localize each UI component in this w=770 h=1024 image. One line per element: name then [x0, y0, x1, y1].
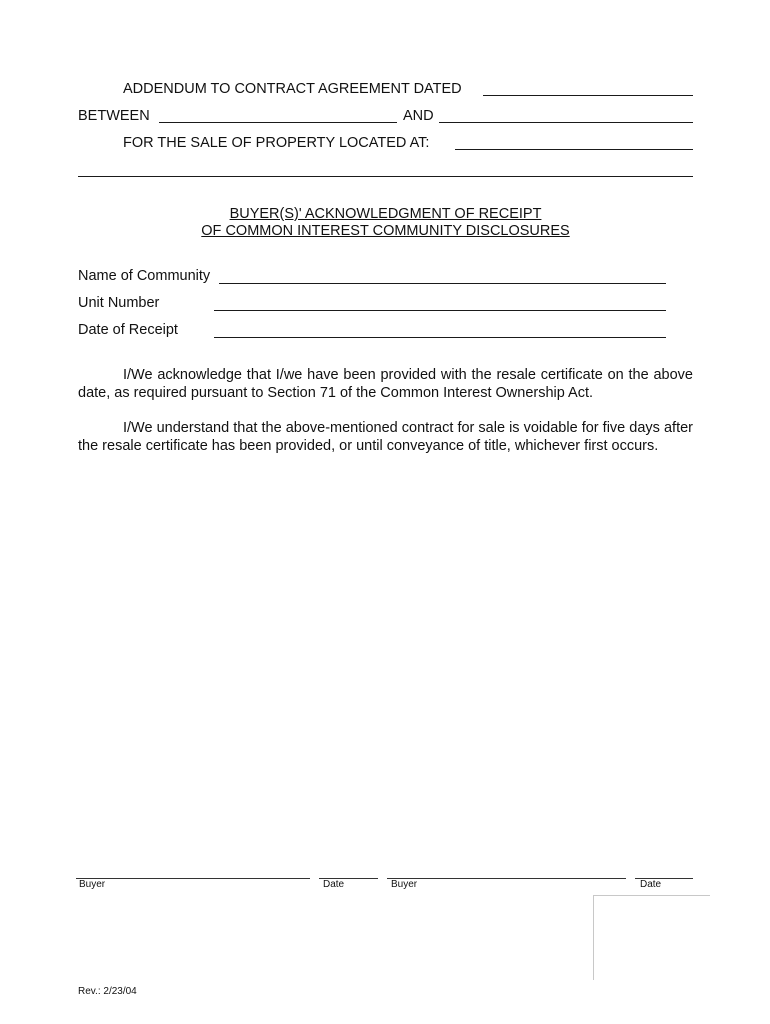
party2-blank[interactable] — [439, 122, 693, 123]
property-address-line2-blank[interactable] — [78, 176, 693, 177]
buyer2-signature-line[interactable] — [387, 878, 626, 879]
property-address-blank[interactable] — [455, 149, 693, 150]
date-of-receipt-field[interactable] — [214, 337, 666, 338]
revision-date: Rev.: 2/23/04 — [78, 986, 137, 997]
unit-number-label: Unit Number — [78, 295, 160, 311]
buyer2-label: Buyer — [391, 879, 418, 890]
addendum-label: ADDENDUM TO CONTRACT AGREEMENT DATED — [123, 81, 462, 97]
between-label: BETWEEN — [78, 108, 150, 124]
title-line-2: OF COMMON INTEREST COMMUNITY DISCLOSURES — [201, 223, 570, 239]
property-label: FOR THE SALE OF PROPERTY LOCATED AT: — [123, 135, 430, 151]
title-line-1: BUYER(S)' ACKNOWLEDGMENT OF RECEIPT — [229, 206, 542, 222]
and-label: AND — [403, 108, 434, 124]
acknowledgment-paragraph: I/We acknowledge that I/we have been provided with the resale certificate on the above date, as required pursuant to Section 71 of the Common Interest Ownership Act. — [78, 367, 693, 401]
document-title — [78, 206, 693, 240]
party1-blank[interactable] — [159, 122, 397, 123]
contract-date-blank[interactable] — [483, 95, 693, 96]
date-of-receipt-label: Date of Receipt — [78, 322, 178, 338]
buyer1-signature-line[interactable] — [76, 878, 310, 879]
buyer1-label: Buyer — [79, 879, 106, 890]
date1-label: Date — [323, 879, 345, 890]
unit-number-field[interactable] — [214, 310, 666, 311]
date2-label: Date — [640, 879, 662, 890]
community-name-field[interactable] — [219, 283, 666, 284]
community-label: Name of Community — [78, 268, 211, 284]
office-use-box — [593, 895, 710, 980]
voidable-paragraph: I/We understand that the above-mentioned contract for sale is voidable for five days after the resale certificate has been provided, or until conveyance of title, whichever first occurs. — [78, 420, 693, 454]
